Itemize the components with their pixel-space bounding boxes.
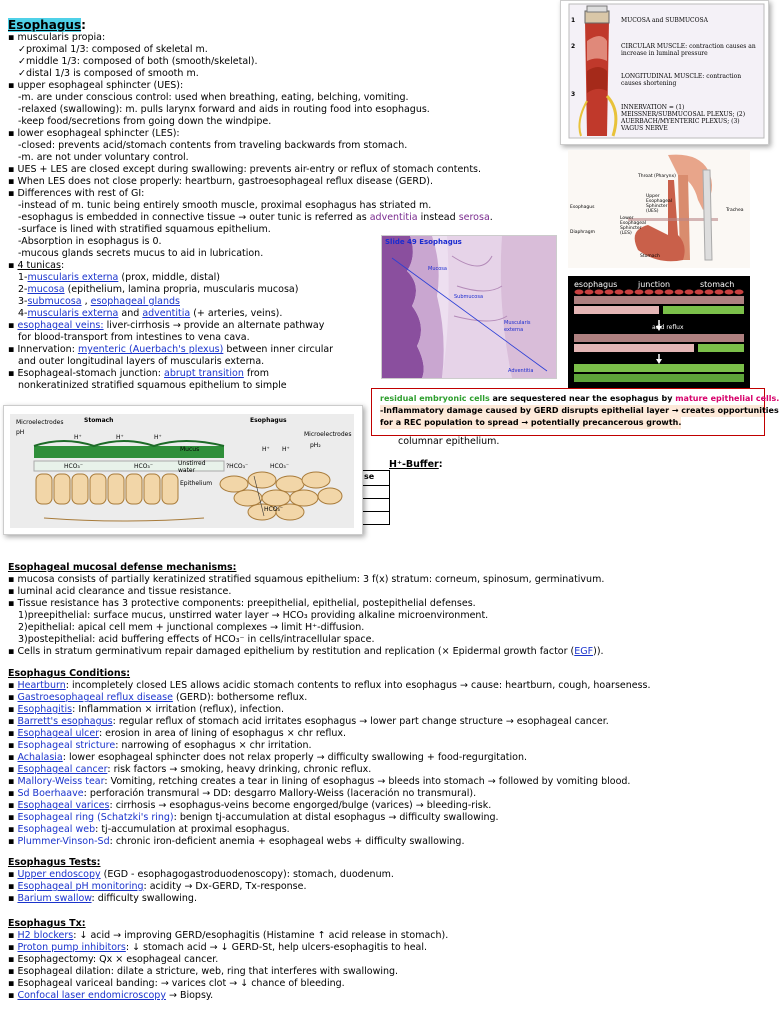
label-h-2: H⁺	[116, 434, 124, 441]
condition-item: ▪ Mallory-Weiss tear: Vomiting, retching creates a tear in lining of esophagus → bleeds into stomach → followed by vomiting blood.	[8, 776, 631, 787]
line-text: 3)postepithelial: acid buffering effects of HCO₃⁻ in cells/intracellular space.	[18, 634, 375, 645]
cell-shape	[675, 290, 684, 295]
label-mucosa: Mucosa	[428, 266, 447, 272]
label-esophagus-fig: Esophagus	[250, 417, 287, 424]
test-item: ▪ Barium swallow: difficulty swallowing.	[8, 893, 197, 904]
label-stomach-fig: Stomach	[84, 417, 114, 424]
line-text: -keep food/secretions from going down the windpipe.	[18, 116, 272, 127]
label-ues: Upper Esophageal Sphincter (UES)	[646, 194, 673, 214]
tunics-heading: ▪ 4 tunicas:	[8, 260, 65, 271]
line-text: 1)preepithelial: surface mucus, unstirred water layer → HCO₃ providing alkaline microenvironment.	[18, 610, 489, 621]
condition-item: ▪ Esophageal cancer: risk factors → smoking, heavy drinking, chronic reflux.	[8, 764, 372, 775]
line-text: luminal acid clearance and tissue resistance.	[17, 586, 232, 597]
layer-number-1: 1	[571, 17, 576, 24]
condition-link[interactable]: Heartburn	[17, 680, 66, 691]
layer-label-innervation: INNERVATION = (1) MEISSNER/SUBMUCOSAL PLEXUS; (2) AUERBACH/MYENTERIC PLEXUS; (3) VAGUS NERVE	[621, 104, 746, 132]
cell-shape	[585, 290, 594, 295]
note-line	[8, 92, 568, 104]
label-h-1: H⁺	[74, 434, 82, 441]
adventitia-line: -esophagus is embedded in connective tissue → outer tunic is referred as adventitia instead serosa.	[18, 212, 493, 223]
line-text: -relaxed (swallowing): m. pulls larynx forward and aids in routing food into esophagus.	[18, 104, 430, 115]
label-microelectrodes-left: Microelectrodes	[16, 419, 64, 426]
test-item-link[interactable]: Esophageal pH monitoring	[17, 881, 144, 892]
label-diaphragm: Diaphragm	[570, 230, 596, 235]
label-stomach-reflux: stomach	[700, 280, 735, 289]
note-line	[8, 80, 568, 92]
label-hco3-3: HCO₃⁻	[270, 463, 289, 470]
line-text: Differences with rest of GI:	[17, 188, 145, 199]
label-hco3-4: HCO₃⁻	[264, 506, 283, 513]
note-line	[8, 152, 568, 164]
cell-shape	[695, 290, 704, 295]
note-line	[8, 610, 764, 622]
label-les: Lower Esophageal Sphincter (LES)	[620, 216, 647, 236]
condition-item: ▪ Plummer-Vinson-Sd: chronic iron-deficient anemia + esophageal webs + difficulty swallowing.	[8, 836, 465, 847]
veins-line-2: for blood-transport from intestines to vena cava.	[18, 332, 250, 343]
treatment-item: ▪ Esophageal variceal banding: → varices clot → ↓ chance of bleeding.	[8, 978, 345, 989]
callout-line-3: for a REC population to spread → potentially precancerous growth.	[380, 418, 682, 427]
line-text: When LES does not close properly: heartburn, gastroesophageal reflux disease (GERD).	[17, 176, 434, 187]
line-text: -m. are not under voluntary control.	[18, 152, 189, 163]
label-hco3-2: HCO₃⁻	[134, 463, 153, 470]
label-hco3-1: HCO₃⁻	[64, 463, 83, 470]
tests-title: Esophagus Tests:	[8, 857, 101, 868]
figure-histology-slide	[381, 235, 557, 379]
bullet: ▪	[8, 80, 15, 91]
cell-shape	[655, 290, 664, 295]
line-text: UES + LES are closed except during swallowing: prevents air-entry or reflux of stomach contents.	[17, 164, 482, 175]
condition-link[interactable]: Mallory-Weiss tear	[17, 776, 105, 787]
tunic-link[interactable]: muscularis externa	[27, 308, 119, 319]
tunic-item: 1-muscularis externa (prox, middle, distal)	[18, 272, 221, 283]
figure-esophagus-layers	[560, 0, 769, 145]
condition-item: ▪ Sd Boerhaave: perforación transmural → DD: desgarro Mallory-Weiss (laceración no transmural).	[8, 788, 477, 799]
junction-line: ▪ Esophageal-stomach junction: abrupt transition from	[8, 368, 269, 379]
note-line	[8, 68, 568, 80]
test-item-link[interactable]: Barium swallow	[17, 893, 92, 904]
line-text: ✓distal 1/3 is composed of smooth m.	[18, 68, 199, 79]
note-line	[8, 200, 568, 212]
cell-shape	[575, 290, 584, 295]
figure-acid-reflux	[568, 276, 750, 390]
section-title-esophagus: Esophagus:	[8, 18, 86, 32]
cell-shape	[725, 290, 734, 295]
tunic-item: 3-submucosa , esophageal glands	[18, 296, 180, 307]
note-line	[8, 188, 568, 200]
test-item: ▪ Esophageal pH monitoring: acidity → Dx-GERD, Tx-response.	[8, 881, 307, 892]
myenteric-plexus-link[interactable]: myenteric (Auerbach's plexus)	[77, 344, 224, 355]
line-text: Tissue resistance has 3 protective components: preepithelial, epithelial, postepithelial defenses.	[17, 598, 476, 609]
line-text: -mucous glands secrets mucus to aid in lubrication.	[18, 248, 264, 259]
defense-section	[8, 562, 764, 658]
line-text: ✓middle 1/3: composed of both (smooth/skeletal).	[18, 56, 258, 67]
tests-section	[8, 857, 764, 905]
callout-line-1: residual embryonic cells are sequestered near the esophagus by mature epithelial cells.	[380, 394, 779, 403]
tunic-item: 2-mucosa (epithelium, lamina propria, muscularis mucosa)	[18, 284, 299, 295]
label-acid-reflux: acid reflux	[652, 324, 684, 331]
label-muscularis-externa: Muscularis externa	[504, 320, 531, 333]
condition-item: ▪ Esophageal ulcer: erosion in area of lining of esophagus × chr reflux.	[8, 728, 347, 739]
label-unstirred-water: Unstirred water	[178, 460, 206, 474]
label-throat: Throat (Pharynx)	[638, 174, 676, 179]
junction-line-2: nonkeratinized stratified squamous epithelium to simple	[18, 380, 287, 391]
condition-item: ▪ Esophageal web: tj-accumulation at proximal esophagus.	[8, 824, 290, 835]
label-hco3-question: ?HCO₃⁻	[226, 463, 249, 470]
cell-shape	[615, 290, 624, 295]
layer-label-longitudinal: LONGITUDINAL MUSCLE: contraction causes shortening	[621, 73, 742, 87]
innervation-line-2: and outer longitudinal layers of muscularis externa.	[18, 356, 265, 367]
condition-link[interactable]: Plummer-Vinson-Sd	[17, 836, 110, 847]
condition-link[interactable]: Achalasia	[17, 752, 63, 763]
figure-mucosal-barrier	[3, 405, 363, 535]
line-text: -closed: prevents acid/stomach contents from traveling backwards from stomach.	[18, 140, 408, 151]
cell-shape	[595, 290, 604, 295]
tunic-link[interactable]: mucosa	[27, 284, 65, 295]
egf-link[interactable]: EGF	[574, 646, 594, 657]
adventitia-term: adventitia	[369, 212, 418, 223]
label-h-4: H⁺	[262, 446, 270, 453]
line-text: ✓proximal 1/3: composed of skeletal m.	[18, 44, 208, 55]
histology-illustration	[382, 236, 556, 378]
tunic-link[interactable]: submucosa	[27, 296, 82, 307]
layer-label-circular: CIRCULAR MUSCLE: contraction causes an increase in luminal pressure	[621, 43, 756, 57]
figure-esophagus-anatomy	[568, 150, 750, 268]
label-adventitia: Adventitia	[508, 368, 534, 374]
note-line	[8, 56, 568, 68]
line-text: -surface is lined with stratified squamous epithelium.	[18, 224, 271, 235]
note-line	[8, 164, 568, 176]
callout-line-2: -Inflammatory damage caused by GERD disrupts epithelial layer → creates opportunities	[380, 406, 779, 415]
cell-shape	[635, 290, 644, 295]
acid-reflux-illustration	[568, 276, 750, 390]
condition-link[interactable]: Sd Boerhaave	[17, 788, 84, 799]
label-h-3: H⁺	[154, 434, 162, 441]
bullet: ▪	[8, 586, 15, 597]
cell-shape	[665, 290, 674, 295]
line-text: muscularis propia:	[17, 32, 106, 43]
bullet: ▪	[8, 598, 15, 609]
table-cell: se	[364, 472, 375, 481]
line-text: -m. are under conscious control: used when breathing, eating, belching, vomiting.	[18, 92, 409, 103]
label-junction: junction	[638, 280, 671, 289]
note-line	[8, 128, 568, 140]
top-lines	[8, 32, 568, 212]
defense-title: Esophageal mucosal defense mechanisms:	[8, 562, 237, 573]
tunic-link[interactable]: muscularis externa	[27, 272, 119, 283]
condition-item: ▪ Esophageal ring (Schatzki's ring): benign tj-accumulation at distal esophagus → difficulty swallowing.	[8, 812, 499, 823]
condition-link[interactable]: Esophageal varices	[17, 800, 110, 811]
condition-link[interactable]: Barrett's esophagus	[17, 716, 113, 727]
treatment-item-link[interactable]: Proton pump inhibitors	[17, 942, 126, 953]
line-text: mucosa consists of partially keratinized stratified squamous epithelium: 3 f(x) stratum: corneum, spinosum, germinativum.	[17, 574, 605, 585]
treatment-item: ▪ Esophageal dilation: dilate a stricture, web, ring that interferes with swallowing.	[8, 966, 399, 977]
label-stomach: Stomach	[640, 254, 660, 259]
test-item-link[interactable]: Upper endoscopy	[17, 869, 101, 880]
condition-item: ▪ Esophagitis: Inflammation × irritation (reflux), infection.	[8, 704, 285, 715]
treatment-item-link[interactable]: H2 blockers	[17, 930, 74, 941]
condition-link[interactable]: Gastroesophageal reflux disease	[17, 692, 173, 703]
note-line	[8, 598, 764, 610]
treatment-section	[8, 918, 764, 1002]
veins-line: ▪ esophageal veins: liver-cirrhosis → provide an alternate pathway	[8, 320, 325, 331]
line-text: -instead of m. tunic being entirely smooth muscle, proximal esophagus has striated m.	[18, 200, 432, 211]
treatment-item: ▪ Confocal laser endomicroscopy → Biopsy.	[8, 990, 214, 1001]
bullet: ▪	[8, 574, 15, 585]
cell-shape	[625, 290, 634, 295]
note-line	[8, 104, 568, 116]
condition-link[interactable]: Esophageal ring (Schatzki's ring)	[17, 812, 174, 823]
label-ph2: pH₂	[310, 442, 321, 449]
layer-label-mucosa: MUCOSA and SUBMUCOSA	[621, 17, 708, 24]
condition-item: ▪ Esophageal stricture: narrowing of esophagus × chr irritation.	[8, 740, 312, 751]
line-text: 2)epithelial: apical cell mem + junctional complexes → limit H⁺-diffusion.	[18, 622, 365, 633]
test-item: ▪ Upper endoscopy (EGD - esophagogastroduodenoscopy): stomach, duodenum.	[8, 869, 394, 880]
title-highlight: Esophagus	[8, 18, 82, 32]
line-text: -Absorption in esophagus is 0.	[18, 236, 162, 247]
conditions-title: Esophagus Conditions:	[8, 668, 131, 679]
conditions-section	[8, 668, 764, 848]
junction-line-3: columnar epithelium.	[398, 436, 500, 447]
condition-link[interactable]: Esophageal cancer	[17, 764, 108, 775]
tunic-link[interactable]: esophageal glands	[90, 296, 180, 307]
condition-item: ▪ Gastroesophageal reflux disease (GERD): bothersome reflux.	[8, 692, 308, 703]
note-line	[8, 176, 568, 188]
rec-callout	[371, 388, 779, 436]
label-mucus: Mucus	[180, 446, 200, 453]
note-line	[8, 586, 764, 598]
egf-line: ▪ Cells in stratum germinativum repair damaged epithelium by restitution and replication (× Epidermal growth factor (EGF)).	[8, 646, 604, 657]
condition-item: ▪ Achalasia: lower esophageal sphincter does not relax properly → difficulty swallowing + food-regurgitation.	[8, 752, 528, 763]
label-esophagus-reflux: esophagus	[574, 280, 618, 289]
label-trachea: Trachea	[726, 208, 744, 213]
tests-list	[8, 869, 764, 905]
condition-link[interactable]: Esophageal stricture	[17, 740, 116, 751]
bullet: ▪	[8, 176, 15, 187]
condition-link[interactable]: Esophageal web	[17, 824, 96, 835]
treatment-item-link[interactable]: Confocal laser endomicroscopy	[17, 990, 166, 1001]
bullet: ▪	[8, 188, 15, 199]
label-h-5: H⁺	[282, 446, 290, 453]
cell-shape	[645, 290, 654, 295]
line-text: lower esophageal sphincter (LES):	[17, 128, 180, 139]
bullet: ▪	[8, 164, 15, 175]
cell-shape	[735, 290, 744, 295]
label-submucosa: Submucosa	[454, 294, 484, 300]
defense-lines	[8, 574, 764, 646]
callout-text	[380, 393, 779, 429]
label-epithelium: Epithelium	[180, 480, 213, 487]
treatment-item: ▪ Proton pump inhibitors: ↓ stomach acid → ↓ GERD-St, help ulcers-esophagitis to heal.	[8, 942, 428, 953]
conditions-list	[8, 680, 764, 848]
bullet: ▪	[8, 128, 15, 139]
note-line	[8, 622, 764, 634]
note-line	[8, 44, 568, 56]
cell-shape	[715, 290, 724, 295]
layer-number-2: 2	[571, 43, 576, 50]
abrupt-transition-link[interactable]: abrupt transition	[164, 368, 244, 379]
cell-shape	[685, 290, 694, 295]
note-line	[8, 634, 764, 646]
esophageal-veins-link[interactable]: esophageal veins:	[17, 320, 104, 331]
label-microelectrodes-right: Microelectrodes	[304, 431, 352, 438]
line-text: upper esophageal sphincter (UES):	[17, 80, 184, 91]
condition-link[interactable]: Esophageal ulcer	[17, 728, 99, 739]
slide-title: Slide 49 Esophagus	[385, 238, 462, 246]
note-line	[8, 116, 568, 128]
note-line	[8, 32, 568, 44]
treatment-title: Esophagus Tx:	[8, 918, 86, 929]
condition-link[interactable]: Esophagitis	[17, 704, 73, 715]
label-esophagus: Esophagus	[570, 205, 595, 210]
tunic-link[interactable]: adventitia	[142, 308, 191, 319]
tunic-item: 4-muscularis externa and adventitia (+ arteries, veins).	[18, 308, 283, 319]
cell-shape	[705, 290, 714, 295]
label-ph-left: pH	[16, 429, 25, 436]
treatment-item: ▪ H2 blockers: ↓ acid → improving GERD/esophagitis (Histamine ↑ acid release in stomach).	[8, 930, 449, 941]
innervation-line: ▪ Innervation: myenteric (Auerbach's plexus) between inner circular	[8, 344, 334, 355]
condition-item: ▪ Esophageal varices: cirrhosis → esophagus-veins become engorged/bulge (varices) → bleeding-risk.	[8, 800, 492, 811]
bullet: ▪	[8, 32, 15, 43]
layer-number-3: 3	[571, 91, 576, 98]
hbuffer-heading: H⁺-Buffer:	[389, 459, 443, 470]
condition-item: ▪ Heartburn: incompletely closed LES allows acidic stomach contents to reflux into esophagus → cause: heartburn, cough, hoarseness.	[8, 680, 651, 691]
treatment-list	[8, 930, 764, 1002]
treatment-item: ▪ Esophagectomy: Qx × esophageal cancer.	[8, 954, 219, 965]
cell-shape	[605, 290, 614, 295]
serosa-term: serosa	[458, 212, 490, 223]
note-line	[8, 140, 568, 152]
condition-item: ▪ Barrett's esophagus: regular reflux of stomach acid irritates esophagus → lower part change structure → esophageal cancer.	[8, 716, 609, 727]
note-line	[8, 574, 764, 586]
